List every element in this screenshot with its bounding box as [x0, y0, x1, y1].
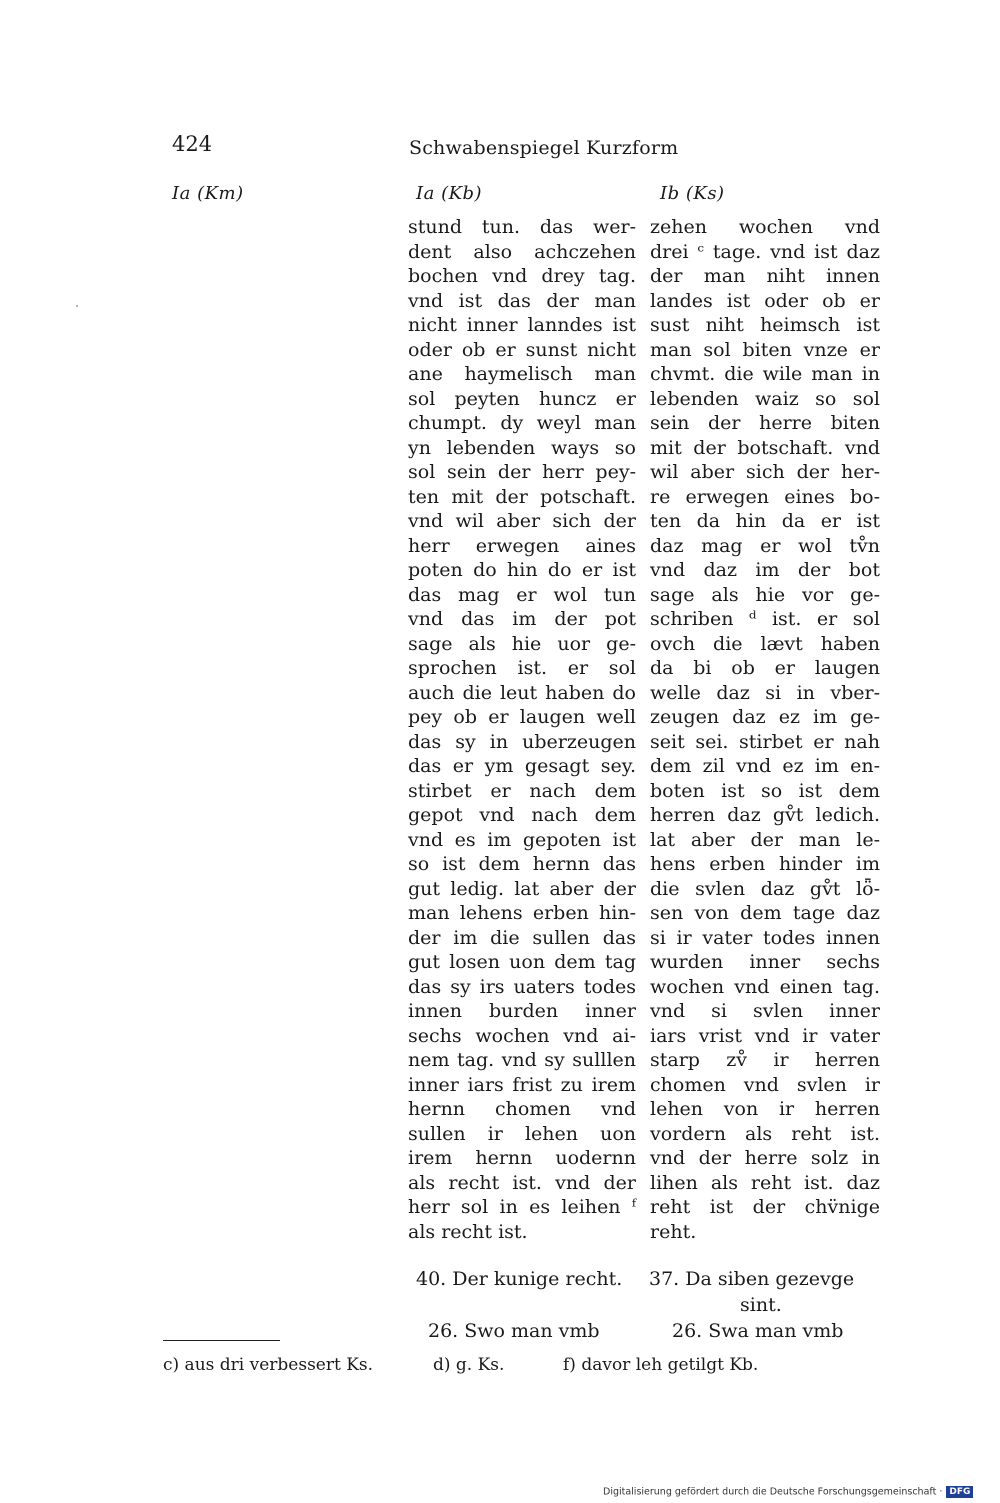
text-line: als recht ist. — [408, 1220, 528, 1243]
footnote-d: d) g. Ks. — [433, 1355, 505, 1375]
text-line: pey ob er laugen well — [408, 706, 636, 728]
text-line: als recht ist. vnd der — [408, 1171, 636, 1194]
text-line: nicht inner lanndes ist — [408, 314, 636, 336]
text-line: chomen vnd svlen ir — [650, 1073, 880, 1096]
text-line: daz mag er wol tv̊n — [650, 534, 880, 557]
text-line: bochen vnd drey tag. — [408, 265, 636, 287]
text-line: stund tun. das wer- — [408, 216, 636, 238]
text-line: drei ᶜ tage. vnd ist daz — [650, 240, 880, 263]
text-line: lihen als reht ist. daz — [650, 1171, 880, 1194]
text-line: si ir vater todes innen — [650, 926, 880, 949]
text-line: da bi ob er laugen — [650, 657, 880, 679]
text-line: sechs wochen vnd ai- — [408, 1024, 636, 1047]
text-line: lebenden waiz so sol — [650, 387, 880, 410]
text-line: die svlen daz gv̊t lȫ- — [650, 877, 880, 900]
chapter-start-ks-26: 26. Swa man vmb — [672, 1320, 844, 1342]
running-title: Schwabenspiegel Kurzform — [409, 137, 679, 159]
footnote-separator — [163, 1340, 280, 1341]
text-line: das er ym gesagt sey. — [408, 755, 636, 777]
text-line: herr sol in es leihen ᶠ — [408, 1196, 636, 1218]
text-line: wochen vnd einen tag. — [650, 975, 880, 998]
text-line: vnd das im der pot — [408, 608, 636, 630]
text-line: vnd daz im der bot — [650, 559, 880, 581]
text-line: oder ob er sunst nicht — [408, 338, 636, 361]
text-line: vnd es im gepoten ist — [408, 828, 636, 851]
text-line: hens erben hinder im — [650, 853, 880, 875]
text-line: zehen wochen vnd — [650, 216, 880, 238]
text-line: man lehens erben hin- — [408, 902, 636, 924]
text-line: dent also achczehen — [408, 240, 636, 263]
column-heading-ks: Ib (Ks) — [660, 183, 725, 204]
text-line: welle daz si in vber- — [650, 681, 880, 704]
text-line: seit sei. stirbet er nah — [650, 730, 880, 753]
text-line: stirbet er nach dem — [408, 779, 636, 802]
text-line: das sy irs uaters todes — [408, 975, 636, 998]
text-line: herr erwegen aines — [408, 534, 636, 557]
text-line: auch die leut haben do — [408, 681, 636, 704]
text-line: zeugen daz ez im ge- — [650, 706, 880, 728]
column-heading-kb: Ia (Kb) — [416, 183, 483, 204]
text-line: gut ledig. lat aber der — [408, 877, 636, 900]
text-line: vnd der herre solz in — [650, 1147, 880, 1169]
text-line: ovch die lævt haben — [650, 632, 880, 655]
chapter-heading-ks-37: 37. Da siben gezevge — [649, 1268, 855, 1290]
text-line: gut losen uon dem tag — [408, 951, 636, 973]
dfg-logo-icon: DFG — [946, 1486, 973, 1498]
text-line: reht. — [650, 1220, 697, 1243]
text-line: wil aber sich der her- — [650, 461, 880, 483]
text-line: ane haymelisch man — [408, 363, 636, 385]
text-line: das sy in uberzeugen — [408, 730, 636, 753]
text-line: gepot vnd nach dem — [408, 804, 636, 826]
text-line: re erwegen eines bo- — [650, 485, 880, 508]
text-line: reht ist der chv̈nige — [650, 1196, 880, 1218]
text-line: sol sein der herr pey- — [408, 461, 636, 483]
scan-speck — [76, 305, 78, 307]
chapter-heading-kb-40: 40. Der kunige recht. — [416, 1268, 623, 1290]
text-line: chvmt. die wile man in — [650, 363, 880, 385]
text-line: lat aber der man le- — [650, 828, 880, 851]
text-line: starp zv̊ ir herren — [650, 1049, 880, 1071]
text-line: man sol biten vnze er — [650, 338, 880, 361]
text-line: sein der herre biten — [650, 412, 880, 434]
page-number: 424 — [172, 132, 213, 156]
credit-text: Digitalisierung gefördert durch die Deutsche Forschungsgemeinschaft · — [603, 1486, 943, 1498]
text-line: inner iars frist zu irem — [408, 1073, 636, 1096]
text-line: hernn chomen vnd — [408, 1098, 636, 1120]
text-line: sen von dem tage daz — [650, 902, 880, 924]
text-line: ten da hin da er ist — [650, 510, 880, 532]
text-line: sol peyten huncz er — [408, 387, 636, 410]
text-column-kb — [408, 215, 636, 1244]
text-line: sullen ir lehen uon — [408, 1122, 636, 1145]
text-line: boten ist so ist dem — [650, 779, 880, 802]
text-line: herren daz gv̊t ledich. — [650, 804, 880, 826]
text-line: vordern als reht ist. — [650, 1122, 880, 1145]
text-column-ks — [650, 215, 880, 1244]
text-line: schriben ᵈ ist. er sol — [650, 608, 880, 630]
text-line: innen burden inner — [408, 1000, 636, 1022]
text-line: nem tag. vnd sy sulllen — [408, 1049, 636, 1071]
digitization-credit — [603, 1486, 973, 1498]
text-line: wurden inner sechs — [650, 951, 880, 973]
text-line: sprochen ist. er sol — [408, 657, 636, 679]
text-line: sage als hie vor ge- — [650, 583, 880, 606]
text-line: sage als hie uor ge- — [408, 632, 636, 655]
text-line: iars vrist vnd ir vater — [650, 1024, 880, 1047]
text-line: chumpt. dy weyl man — [408, 412, 636, 434]
text-line: poten do hin do er ist — [408, 559, 636, 581]
chapter-heading-ks-37-cont: sint. — [740, 1294, 782, 1316]
text-line: sust niht heimsch ist — [650, 314, 880, 336]
text-line: vnd ist das der man — [408, 289, 636, 312]
text-line: landes ist oder ob er — [650, 289, 880, 312]
chapter-start-kb-26: 26. Swo man vmb — [428, 1320, 600, 1342]
footnote-c: c) aus dri verbessert Ks. — [163, 1355, 374, 1375]
text-line: irem hernn uodernn — [408, 1147, 636, 1169]
footnote-f: f) davor leh getilgt Kb. — [563, 1355, 759, 1375]
text-line: vnd si svlen inner — [650, 1000, 880, 1022]
text-line: lehen von ir herren — [650, 1098, 880, 1120]
text-line: das mag er wol tun — [408, 583, 636, 606]
text-line: so ist dem hernn das — [408, 853, 636, 875]
text-line: mit der botschaft. vnd — [650, 436, 880, 459]
text-line: yn lebenden ways so — [408, 436, 636, 459]
text-line: der im die sullen das — [408, 926, 636, 949]
text-line: vnd wil aber sich der — [408, 510, 636, 532]
column-heading-km: Ia (Km) — [172, 183, 244, 204]
text-line: der man niht innen — [650, 265, 880, 287]
text-line: ten mit der potschaft. — [408, 485, 636, 508]
text-line: dem zil vnd ez im en- — [650, 755, 880, 777]
